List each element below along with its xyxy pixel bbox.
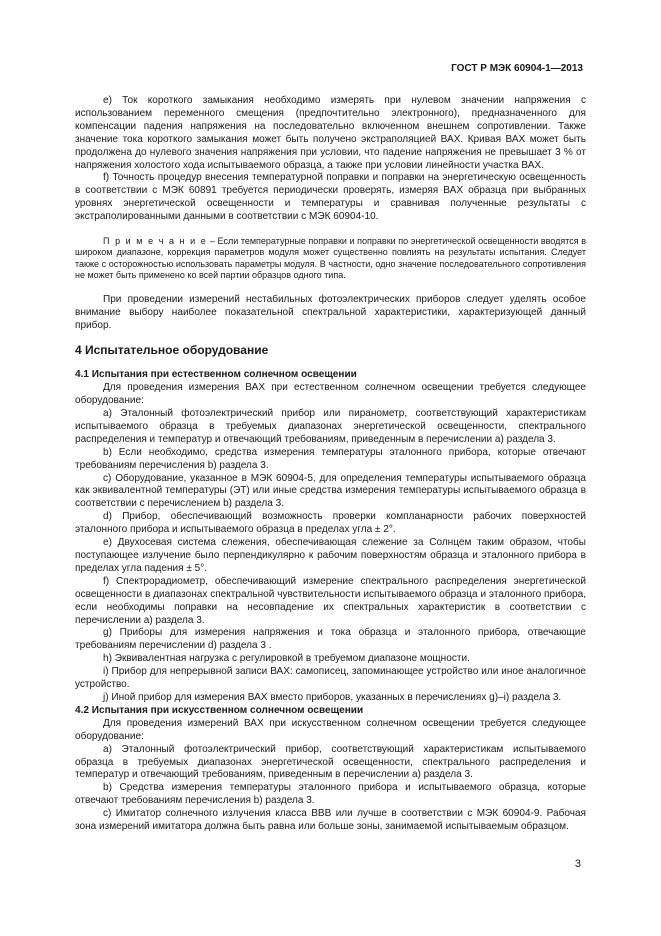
standard-header: ГОСТ Р МЭК 60904-1—2013 — [451, 63, 583, 74]
section-4-1-item-a: a) Эталонный фотоэлектрический прибор или пиранометр, соответствующий характеристикам испытываемого образца в требуемых диапазонах энергетической освещенности, спектрального распределения и температур и отвечающий требованиям, приведенным в перечислении a) раздела 3. — [75, 408, 586, 445]
section-4-1-item-j: j) Иной прибор для измерения ВАХ вместо приборов, указанных в перечислениях g)–i) раздела 3. — [103, 691, 562, 703]
section-4-1-heading: 4.1 Испытания при естественном солнечном освещении — [75, 369, 357, 381]
item-e-short-circuit: e) Ток короткого замыкания необходимо измерять при нулевом значении напряжения с использованием переменного смещения (предпочтительно электронного), предназначенного для компенсации падения напряжения на последовательно включенном внешнем сопротивлении. Также значение тока короткого замыкания может быть получено экстраполяцией ВАХ. Кривая ВАХ может быть продолжена до нулевого значения напряжения при условии, что падение напряжения не превышает 3 % от напряжения холостого хода испытываемого образца, а также при условии линейности участка ВАХ. — [75, 95, 586, 171]
section-4-1-intro: Для проведения измерения ВАХ при естественном солнечном освещении требуется следующее оборудование: — [75, 382, 586, 407]
note — [75, 236, 586, 282]
page-number: 3 — [574, 858, 581, 870]
section-4-heading: 4 Испытательное оборудование — [75, 343, 269, 358]
section-4-1-item-i: i) Прибор для непрерывной записи ВАХ: самописец, запоминающее устройство или иное аналогичное устройство. — [75, 666, 586, 691]
section-4-2-item-a: a) Эталонный фотоэлектрический прибор, соответствующий характеристикам испытываемого образца в требуемых диапазонах энергетической освещенности, спектрального распределения и температур и отвечающий требованиям, приведенным в перечислении a) раздела 3. — [75, 743, 586, 781]
section-4-1-item-c: c) Оборудование, указанное в МЭК 60904-5, для определения температуры испытываемого образца как эквивалентной температуры (ЭТ) или иные средства измерения температуры испытываемого образца в соответствии с перечислением b) раздела 3. — [75, 472, 586, 510]
section-4-1-item-h: h) Эквивалентная нагрузка с регулировкой в требуемом диапазоне мощности. — [103, 653, 470, 665]
section-4-2-heading: 4.2 Испытания при искусственном солнечном освещении — [75, 704, 364, 716]
section-4-1-item-b: b) Если необходимо, средства измерения температуры эталонного прибора, которые отвечают требованиям перечисления b) раздела 3. — [75, 446, 586, 471]
section-4-2-item-b: b) Средства измерения температуры эталонного прибора и испытываемого образца, которые отвечают требованиям перечисления b) раздела 3. — [75, 782, 586, 807]
section-4-1-item-e: e) Двухосевая система слежения, обеспечивающая слежение за Солнцем таким образом, чтобы поступающее излучение было перпендикулярно к рабочим поверхностям образца и эталонного прибора в пределах угла падения ± 5°. — [75, 537, 586, 574]
item-f-accuracy: f) Точность процедур внесения температурной поправки и поправки на энергетическую освещенность в соответствии с МЭК 60891 требуется периодически проверять, измеряя ВАХ образца при выбранных уровнях энергетической освещенности и температуры и сравнивая полученные результаты с экстраполированными данными в соответствии с МЭК 60904-10. — [75, 172, 586, 223]
section-4-1-item-d: d) Прибор, обеспечивающий возможность проверки компланарности рабочих поверхностей эталонного прибора и испытываемого образца в пределах угла ± 2°. — [75, 511, 586, 536]
page-content — [75, 95, 586, 834]
note-label: П р и м е ч а н и е — [103, 236, 208, 247]
unstable-devices-paragraph: При проведении измерений нестабильных фотоэлектрических приборов следует уделять особое внимание выбору наиболее показательной спектральной характеристики, характеризующей данный прибор. — [75, 293, 586, 331]
section-4-2-intro: Для проведения измерений ВАХ при искусственном солнечном освещении требуется следующее оборудование: — [75, 717, 586, 742]
section-4-1-item-f: f) Спектрорадиометр, обеспечивающий измерение спектрального распределения энергетической освещенности в диапазонах спектральной чувствительности испытываемого образца и эталонного прибора, если необходимы поправки на несовпадение их спектральных характеристик в соответствии с перечислении a) раздела 3. — [75, 575, 586, 626]
section-4-1-item-g: g) Приборы для измерения напряжения и тока образца и эталонного прибора, отвечающие требованиям перечислении d) раздела 3 . — [75, 627, 586, 652]
note-text: – Если температурные поправки и поправки по энергетической освещенности вводятся в широком диапазоне, коррекция параметров модуля может существенно повлиять на результаты испытания. Следует также с осторожностью использовать параметры модуля. В частности, одно значение последовательного сопротивления не может быть применено ко всей партии образцов одного типа. — [75, 236, 586, 281]
section-4-2-item-c: c) Имитатор солнечного излучения класса ВВВ или лучше в соответствии с МЭК 60904-9. Рабочая зона измерений имитатора должна быть равна или больше зоны, занимаемой испытываемым образцом. — [75, 808, 586, 833]
